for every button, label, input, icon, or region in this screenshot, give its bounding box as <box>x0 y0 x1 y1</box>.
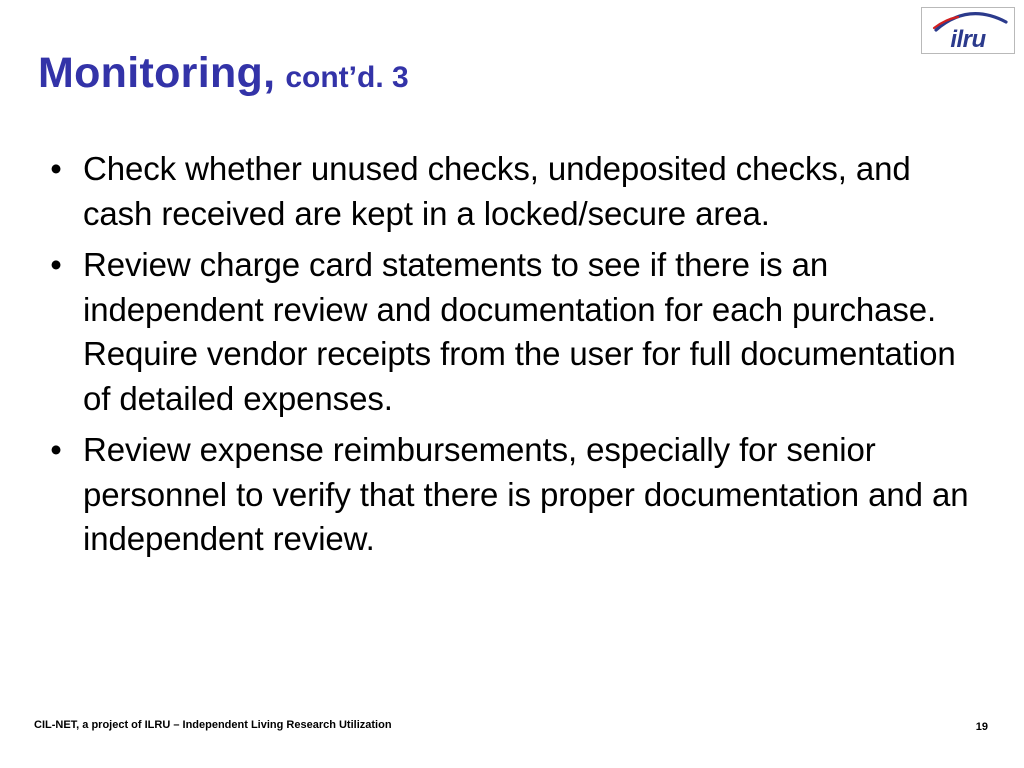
slide-title <box>38 49 409 97</box>
logo-text: ilru <box>950 26 986 53</box>
footer-text: CIL-NET, a project of ILRU – Independent Living Research Utilization <box>34 719 392 731</box>
bullet-text: Check whether unused checks, undeposited checks, and cash received are kept in a locked/secure area. <box>83 150 911 232</box>
bullet-text: Review charge card statements to see if there is an independent review and documentation for each purchase. Require vendor receipts from the user for full documentation of detailed expenses. <box>83 246 956 417</box>
bullet-dot: • <box>50 246 62 283</box>
title-main: Monitoring, <box>38 49 276 97</box>
bullet-dot: • <box>50 431 62 468</box>
bullet-list <box>44 147 984 569</box>
bullet-text: Review expense reimbursements, especially for senior personnel to verify that there is proper documentation and an independent review. <box>83 431 969 557</box>
page-number: 19 <box>975 721 988 733</box>
bullet-item <box>44 147 984 236</box>
ilru-logo <box>921 7 1015 54</box>
bullet-dot: • <box>50 150 62 187</box>
title-subtitle: cont’d. 3 <box>285 61 409 94</box>
bullet-item <box>44 243 984 421</box>
bullet-item <box>44 428 984 562</box>
